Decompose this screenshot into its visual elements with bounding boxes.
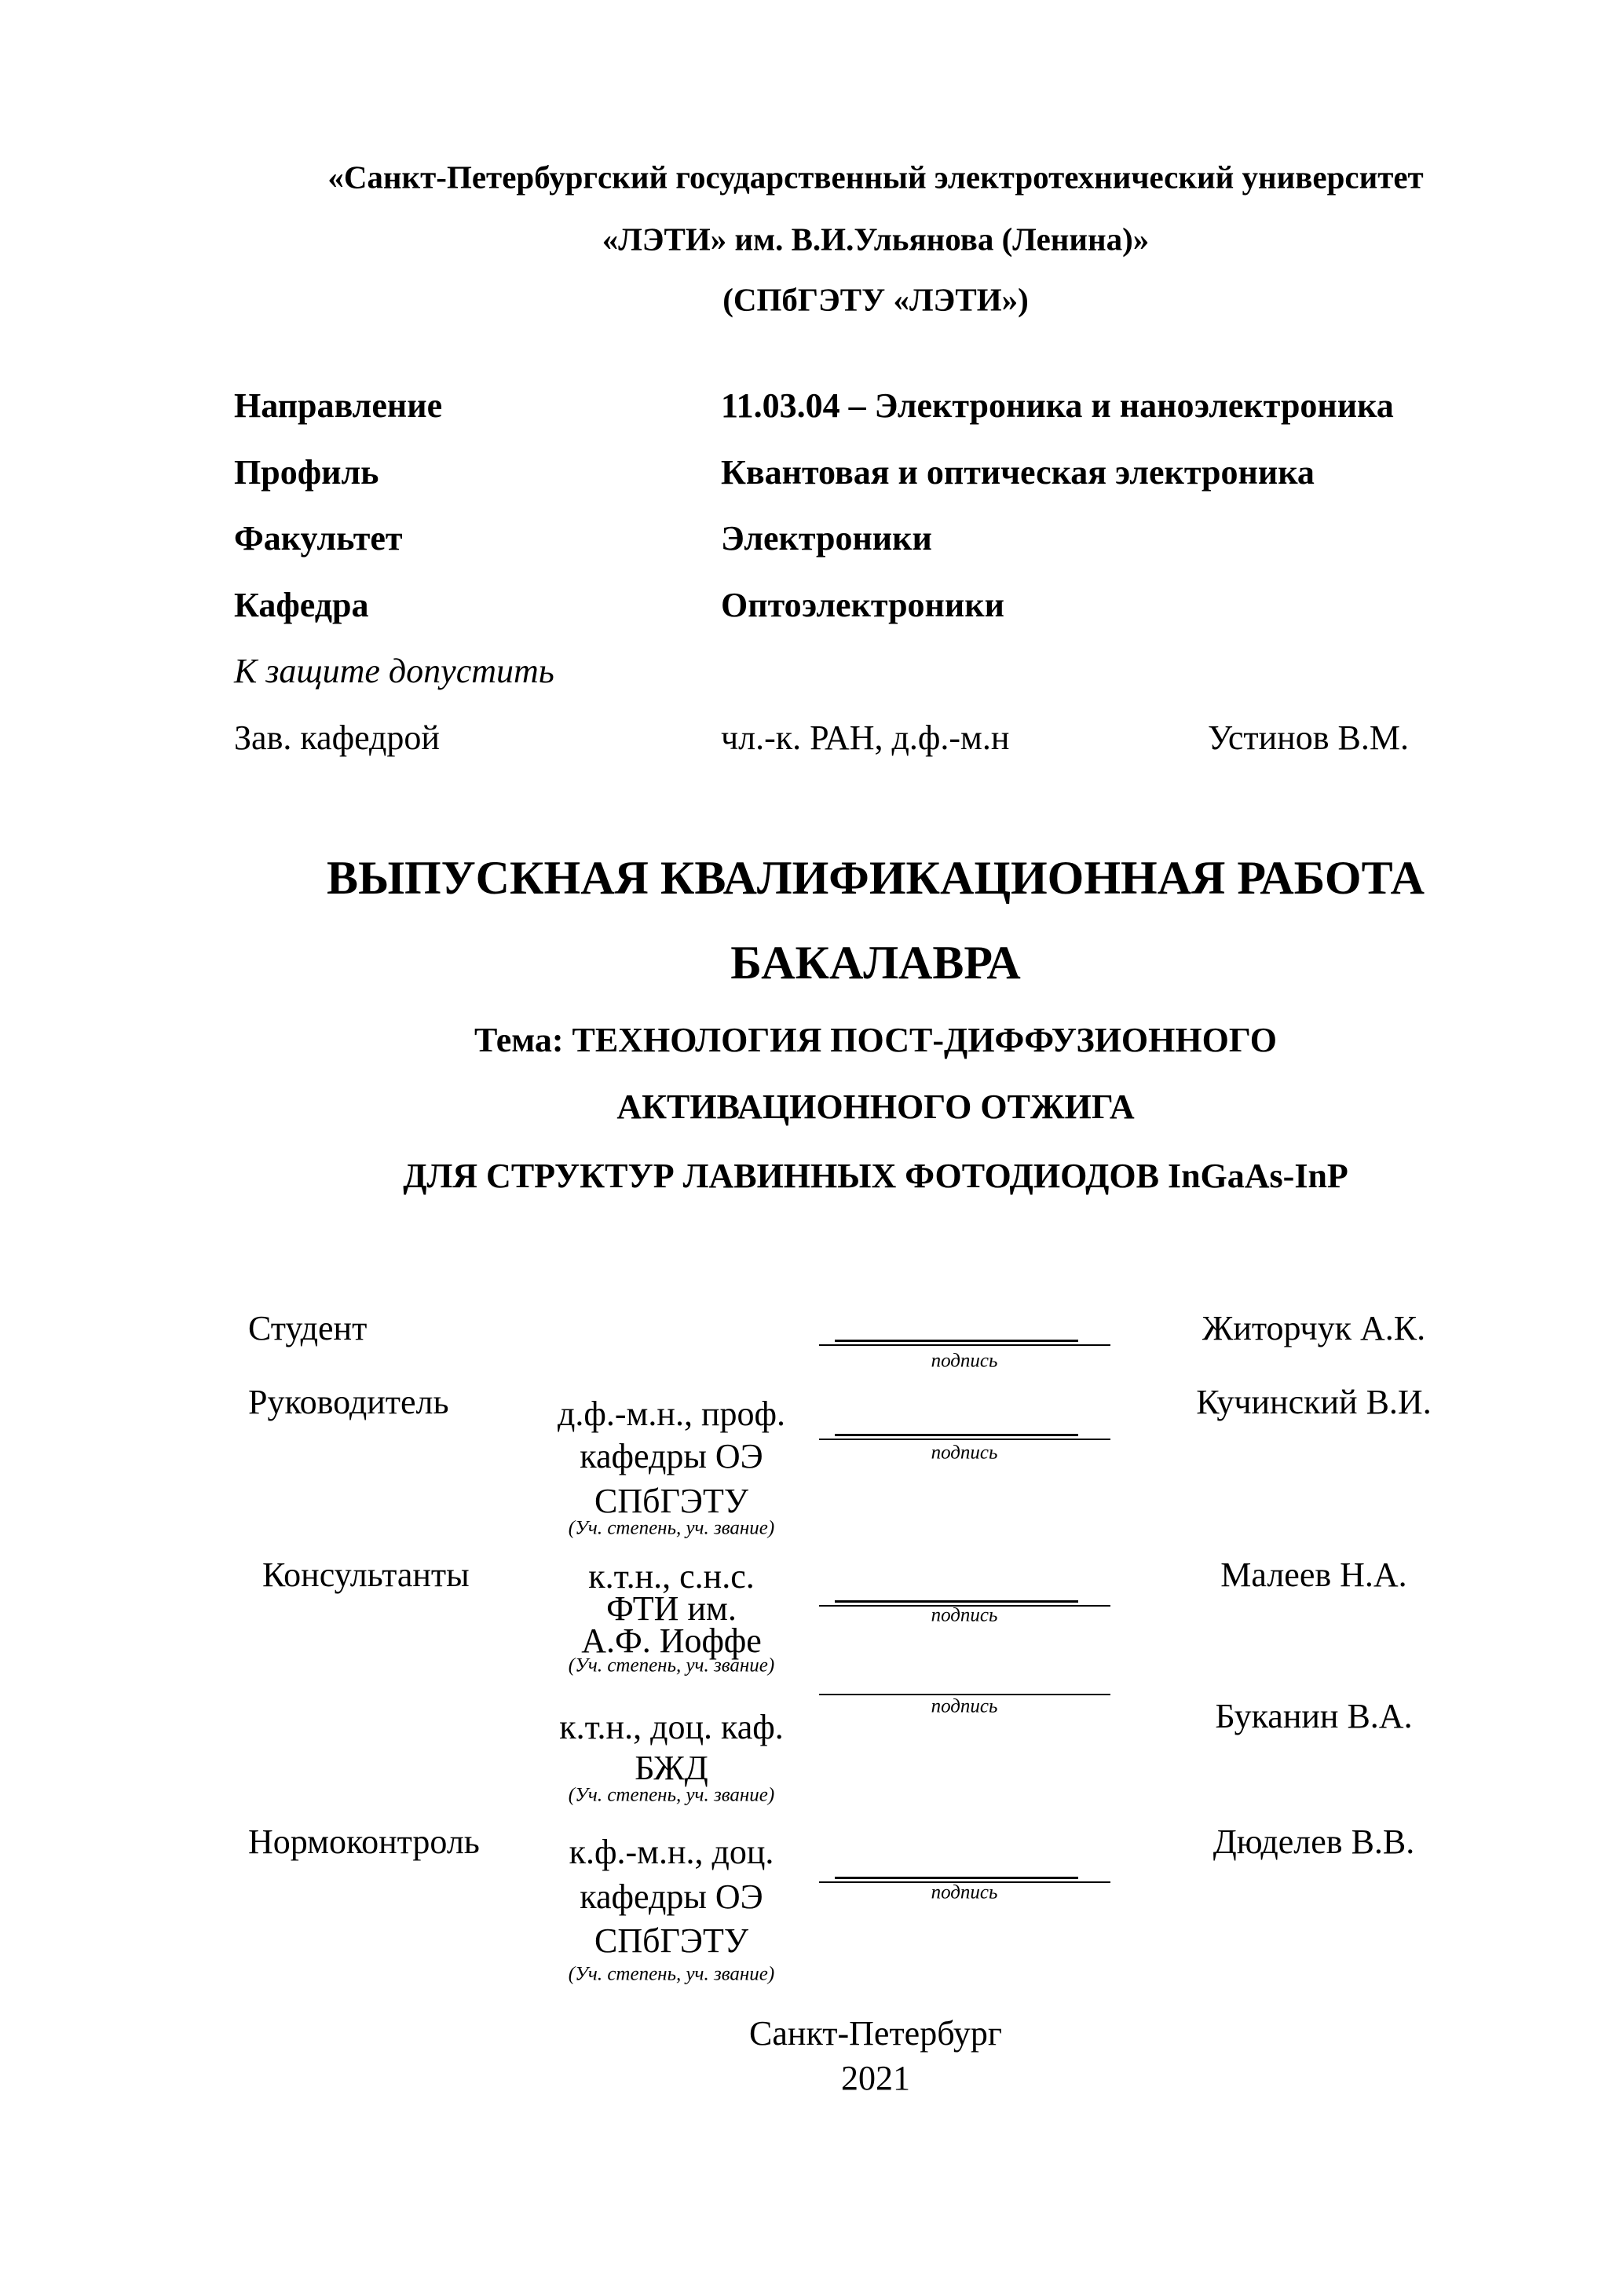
direction-value: 11.03.04 – Электроника и наноэлектроника [721,386,1394,425]
university-name: «Санкт-Петербургский государственный электротехнический университет [327,159,1424,196]
signature-caption: подпись [931,1604,998,1626]
consultant2-name: Буканин В.А. [1215,1697,1413,1735]
degree-caption: (Уч. степень, уч. звание) [568,1963,775,1985]
supervisor-role: Руководитель [248,1383,449,1421]
signature-field [835,1600,1078,1603]
profile-value: Квантовая и оптическая электроника [721,453,1315,492]
consultant1-degree: ФТИ им. [606,1589,737,1628]
department-label: Кафедра [234,586,369,624]
theme-line2: АКТИВАЦИОННОГО ОТЖИГА [616,1088,1135,1126]
normcontrol-degree: СПбГЭТУ [594,1921,749,1960]
supervisor-degree: д.ф.-м.н., проф. [558,1395,785,1433]
theme-line1: Тема: ТЕХНОЛОГИЯ ПОСТ-ДИФФУЗИОННОГО [474,1021,1277,1059]
university-name-line2: «ЛЭТИ» им. В.И.Ульянова (Ленина)» [602,221,1150,258]
theme-line3: ДЛЯ СТРУКТУР ЛАВИННЫХ ФОТОДИОДОВ InGaAs-InP [403,1157,1348,1195]
signature-field [835,1340,1078,1342]
signature-line [819,1344,1110,1346]
signature-field [835,1434,1078,1436]
university-abbr: (СПбГЭТУ «ЛЭТИ») [722,281,1029,318]
signature-line [819,1439,1110,1440]
head-label: Зав. кафедрой [234,718,440,757]
profile-label: Профиль [234,453,379,492]
degree-caption: (Уч. степень, уч. звание) [568,1517,775,1539]
admit-label: К защите допустить [234,652,554,690]
consultants-role: Консультанты [262,1556,470,1594]
consultant1-name: Малеев Н.А. [1220,1556,1407,1594]
direction-label: Направление [234,386,443,425]
normcontrol-degree: к.ф.-м.н., доц. [569,1833,774,1871]
supervisor-degree: СПбГЭТУ [594,1482,749,1520]
consultant2-degree: к.т.н., доц. каф. [559,1708,784,1746]
signature-field [835,1877,1078,1879]
degree-caption: (Уч. степень, уч. звание) [568,1654,775,1676]
student-role: Студент [248,1309,368,1347]
student-name: Житорчук А.К. [1202,1309,1426,1347]
title-line1: ВЫПУСКНАЯ КВАЛИФИКАЦИОННАЯ РАБОТА [327,852,1425,904]
consultant2-degree: БЖД [635,1749,708,1787]
year: 2021 [841,2059,910,2097]
faculty-label: Факультет [234,519,403,558]
degree-caption: (Уч. степень, уч. звание) [568,1784,775,1806]
department-value: Оптоэлектроники [721,586,1004,624]
title-line2: БАКАЛАВРА [730,937,1021,989]
signature-caption: подпись [931,1442,998,1464]
head-degree: чл.-к. РАН, д.ф.-м.н [721,718,1010,757]
consultant1-degree: к.т.н., с.н.с. [588,1557,755,1596]
signature-caption: подпись [931,1695,998,1717]
signature-caption: подпись [931,1350,998,1372]
consultant1-degree: А.Ф. Иоффе [581,1621,762,1660]
normcontrol-role: Нормоконтроль [248,1823,480,1861]
faculty-value: Электроники [721,519,932,558]
supervisor-degree: кафедры ОЭ [580,1437,763,1475]
city: Санкт-Петербург [749,2014,1002,2053]
signature-caption: подпись [931,1881,998,1903]
normcontrol-degree: кафедры ОЭ [580,1877,763,1916]
normcontrol-name: Дюделев В.В. [1213,1823,1415,1861]
head-name: Устинов В.М. [1208,718,1409,757]
supervisor-name: Кучинский В.И. [1196,1383,1432,1421]
